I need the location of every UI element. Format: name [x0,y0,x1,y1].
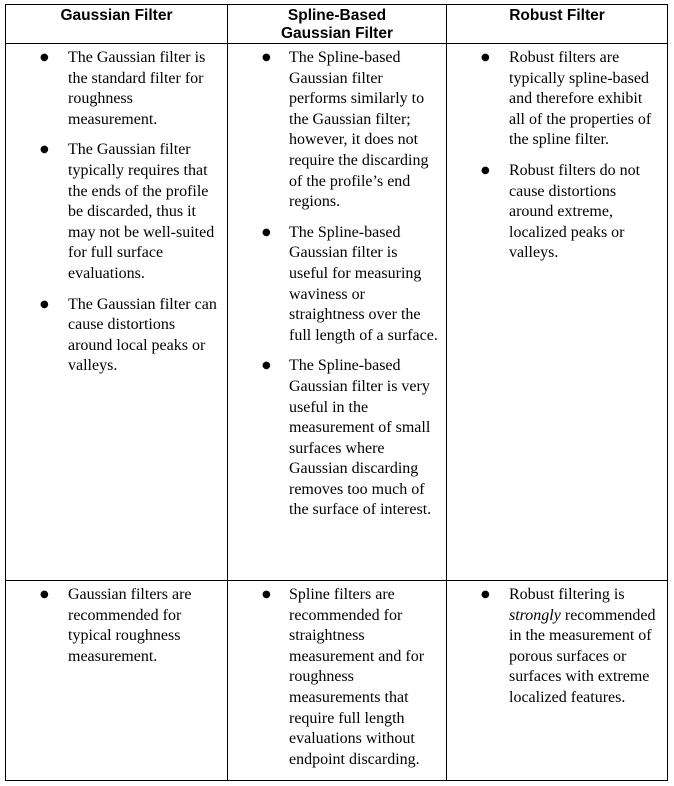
bullet-list [447,581,667,709]
list-item [6,140,219,284]
list-item [447,585,659,709]
header-spline-based-text: Spline-Based Gaussian Filter [281,7,393,42]
bullet-icon: ● [262,52,271,63]
bullet-icon: ● [40,144,49,156]
text-segment: Robust filtering is [509,586,625,603]
cell-robust-properties [447,44,668,581]
cell-spline-properties [228,44,447,581]
list-item [228,585,438,770]
table-row [6,44,668,581]
list-item [228,48,438,213]
list-item [6,295,219,377]
bullet-list [447,44,667,264]
header-row [6,5,668,44]
bullet-icon: ● [481,52,490,63]
cell-spline-recommendation [228,581,447,781]
list-item-text: Robust filters are typically spline-based and therefore exhibit all of the properties of the spline filter. [509,49,652,149]
emphasis-text: strongly [509,606,561,624]
list-item-text [509,586,655,706]
bullet-list [6,581,227,667]
list-item-text: Gaussian filters are recommended for typical roughness measurement. [68,586,192,665]
list-item-text: The Spline-based Gaussian filter is useful for measuring waviness or straightness over the full length of a surface. [289,223,438,344]
list-item-text: The Spline-based Gaussian filter performs similarly to the Gaussian filter; however, it does not require the discarding of the profile’s end regions. [289,49,429,211]
list-item [447,161,659,264]
list-item-text: The Spline-based Gaussian filter is very useful in the measurement of small surfaces where Gaussian discarding removes too much of the surface of interest. [289,357,432,519]
header-gaussian-filter: Gaussian Filter [6,5,228,44]
cell-robust-recommendation [447,581,668,781]
filter-comparison-table [5,4,668,781]
list-item-text: Spline filters are recommended for straightness measurement and for roughness measurements that require full length evaluations without endpoint discarding. [289,586,425,768]
bullet-list [6,44,227,377]
header-robust-filter: Robust Filter [447,5,668,44]
bullet-list [228,44,446,521]
list-item [6,585,219,667]
list-item [447,48,659,151]
cell-gaussian-recommendation [6,581,228,781]
list-item [228,223,438,347]
list-item [6,48,219,130]
bullet-icon: ● [40,52,49,63]
list-item [228,356,438,521]
bullet-list [228,581,446,770]
bullet-icon: ● [481,589,490,600]
list-item-text: The Gaussian filter typically requires that the ends of the profile be discarded, thus it may not be well-suited for full surface evaluations. [68,141,215,282]
bullet-icon: ● [262,589,271,600]
bullet-icon: ● [262,360,271,372]
header-spline-based-gaussian-filter [228,5,447,44]
list-item-text: The Gaussian filter is the standard filter for roughness measurement. [68,49,206,128]
table-row [6,581,668,781]
list-item-text: Robust filters do not cause distortions around extreme, localized peaks or valleys. [509,161,641,262]
bullet-icon: ● [40,298,49,310]
cell-gaussian-properties [6,44,228,581]
bullet-icon: ● [40,589,49,600]
list-item-text: The Gaussian filter can cause distortions around local peaks or valleys. [68,295,217,375]
bullet-icon: ● [262,226,271,238]
text-segment: recommended in the measurement of porous surfaces or surfaces with extreme localized features. [509,606,656,706]
bullet-icon: ● [481,164,490,176]
